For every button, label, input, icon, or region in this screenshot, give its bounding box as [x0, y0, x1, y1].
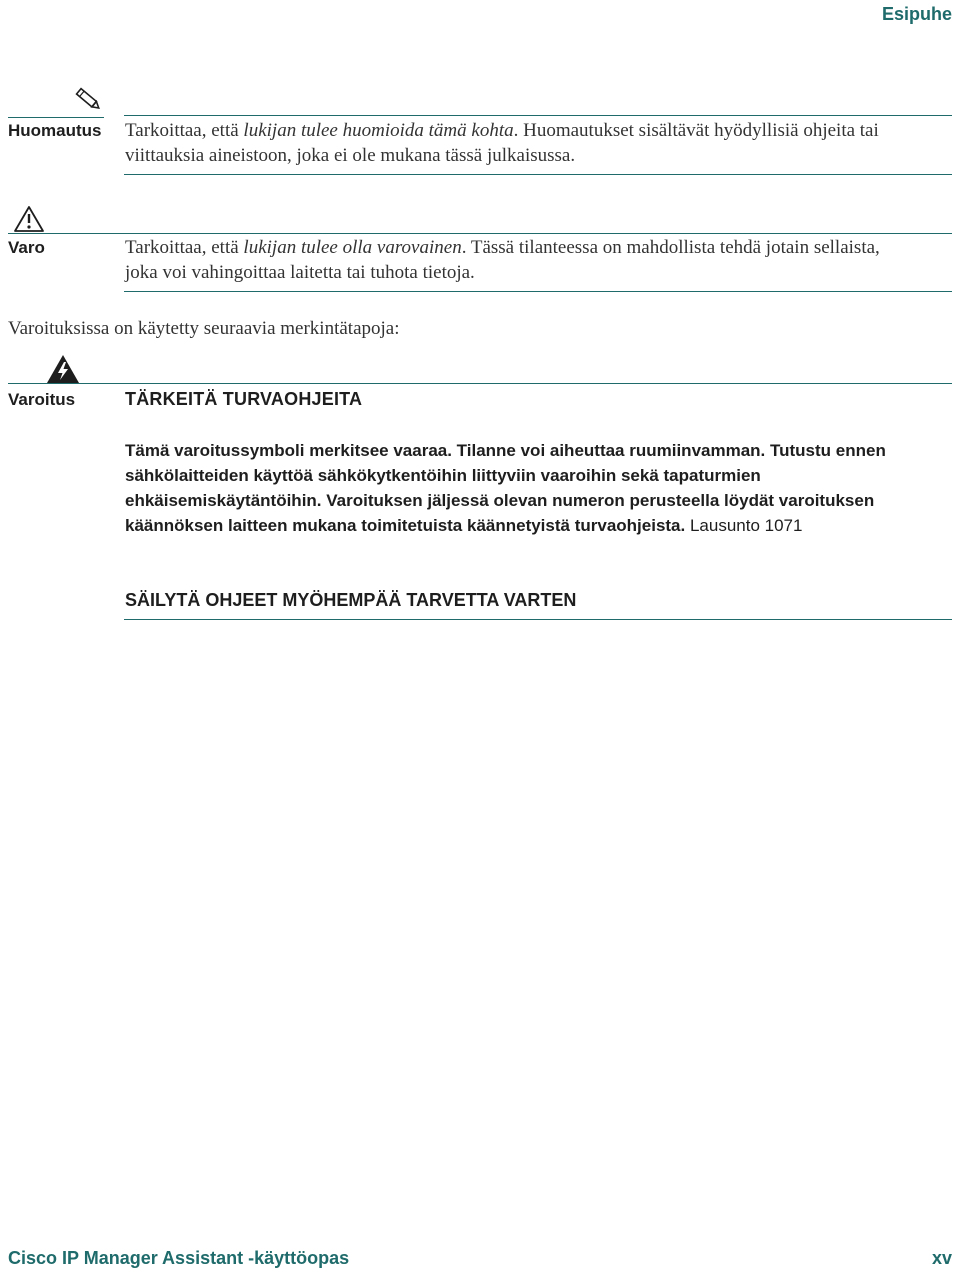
footer-guide-title: Cisco IP Manager Assistant -käyttöopas	[8, 1248, 350, 1268]
warning-bottom-rule	[124, 619, 952, 620]
note-text-italic: lukijan tulee huomioida tämä kohta	[243, 120, 514, 141]
caution-text-start: Tarkoittaa, että	[125, 237, 244, 258]
footer-page-number: xv	[931, 1248, 952, 1268]
caution-icon-wrap	[13, 205, 45, 233]
warning-top-rule	[8, 383, 952, 384]
warning-body-bold: Tämä varoitussymboli merkitsee vaaraa. Tilanne voi aiheuttaa ruumiinvamman. Tutustu ennen sähkölaitteiden käyttöä sähkökytkentöihin liittyviin vaaroihin sekä tapaturmien ehkäisemiskäytäntöihin. Varoituksen jäljessä olevan numeron perusteella löydät varoituksen käännöksen laitteen mukana toimitetuista käännetyistä turvaohjeista.	[125, 441, 886, 535]
warning-label: Varoitus	[8, 390, 76, 409]
warning-statement-number: Lausunto 1071	[685, 516, 803, 535]
caution-top-rule	[8, 233, 952, 234]
caution-label: Varo	[8, 238, 45, 257]
warning-icon-wrap	[46, 354, 80, 384]
pencil-icon	[72, 86, 104, 112]
warning-save-text: SÄILYTÄ OHJEET MYÖHEMPÄÄ TARVETTA VARTEN	[125, 590, 577, 610]
lightning-warning-icon	[46, 354, 80, 384]
note-icon-underline	[8, 117, 104, 118]
note-bottom-rule	[124, 174, 952, 175]
note-text-end: . Huomautukset sisältävät hyödyllisiä ohjeita tai viittauksia aineistoon, joka ei ole mukana tässä julkaisussa.	[125, 120, 879, 166]
caution-text-end: . Tässä tilanteessa on mahdollista tehdä jotain sellaista, joka voi vahingoittaa laitetta tai tuhota tietoja.	[125, 237, 880, 283]
note-text	[125, 118, 915, 168]
warning-heading: TÄRKEITÄ TURVAOHJEITA	[125, 389, 363, 409]
intro-text: Varoituksissa on käytetty seuraavia merkintätapoja:	[8, 318, 400, 339]
section-title: Esipuhe	[881, 4, 952, 24]
caution-triangle-icon	[13, 205, 45, 233]
caution-bottom-rule	[124, 291, 952, 292]
caution-text	[125, 235, 915, 285]
note-label: Huomautus	[8, 121, 102, 140]
note-icon-wrap	[72, 86, 104, 112]
warning-body	[125, 438, 940, 538]
note-top-rule	[124, 115, 952, 116]
caution-text-italic: lukijan tulee olla varovainen	[243, 237, 462, 258]
note-text-start: Tarkoittaa, että	[125, 120, 244, 141]
